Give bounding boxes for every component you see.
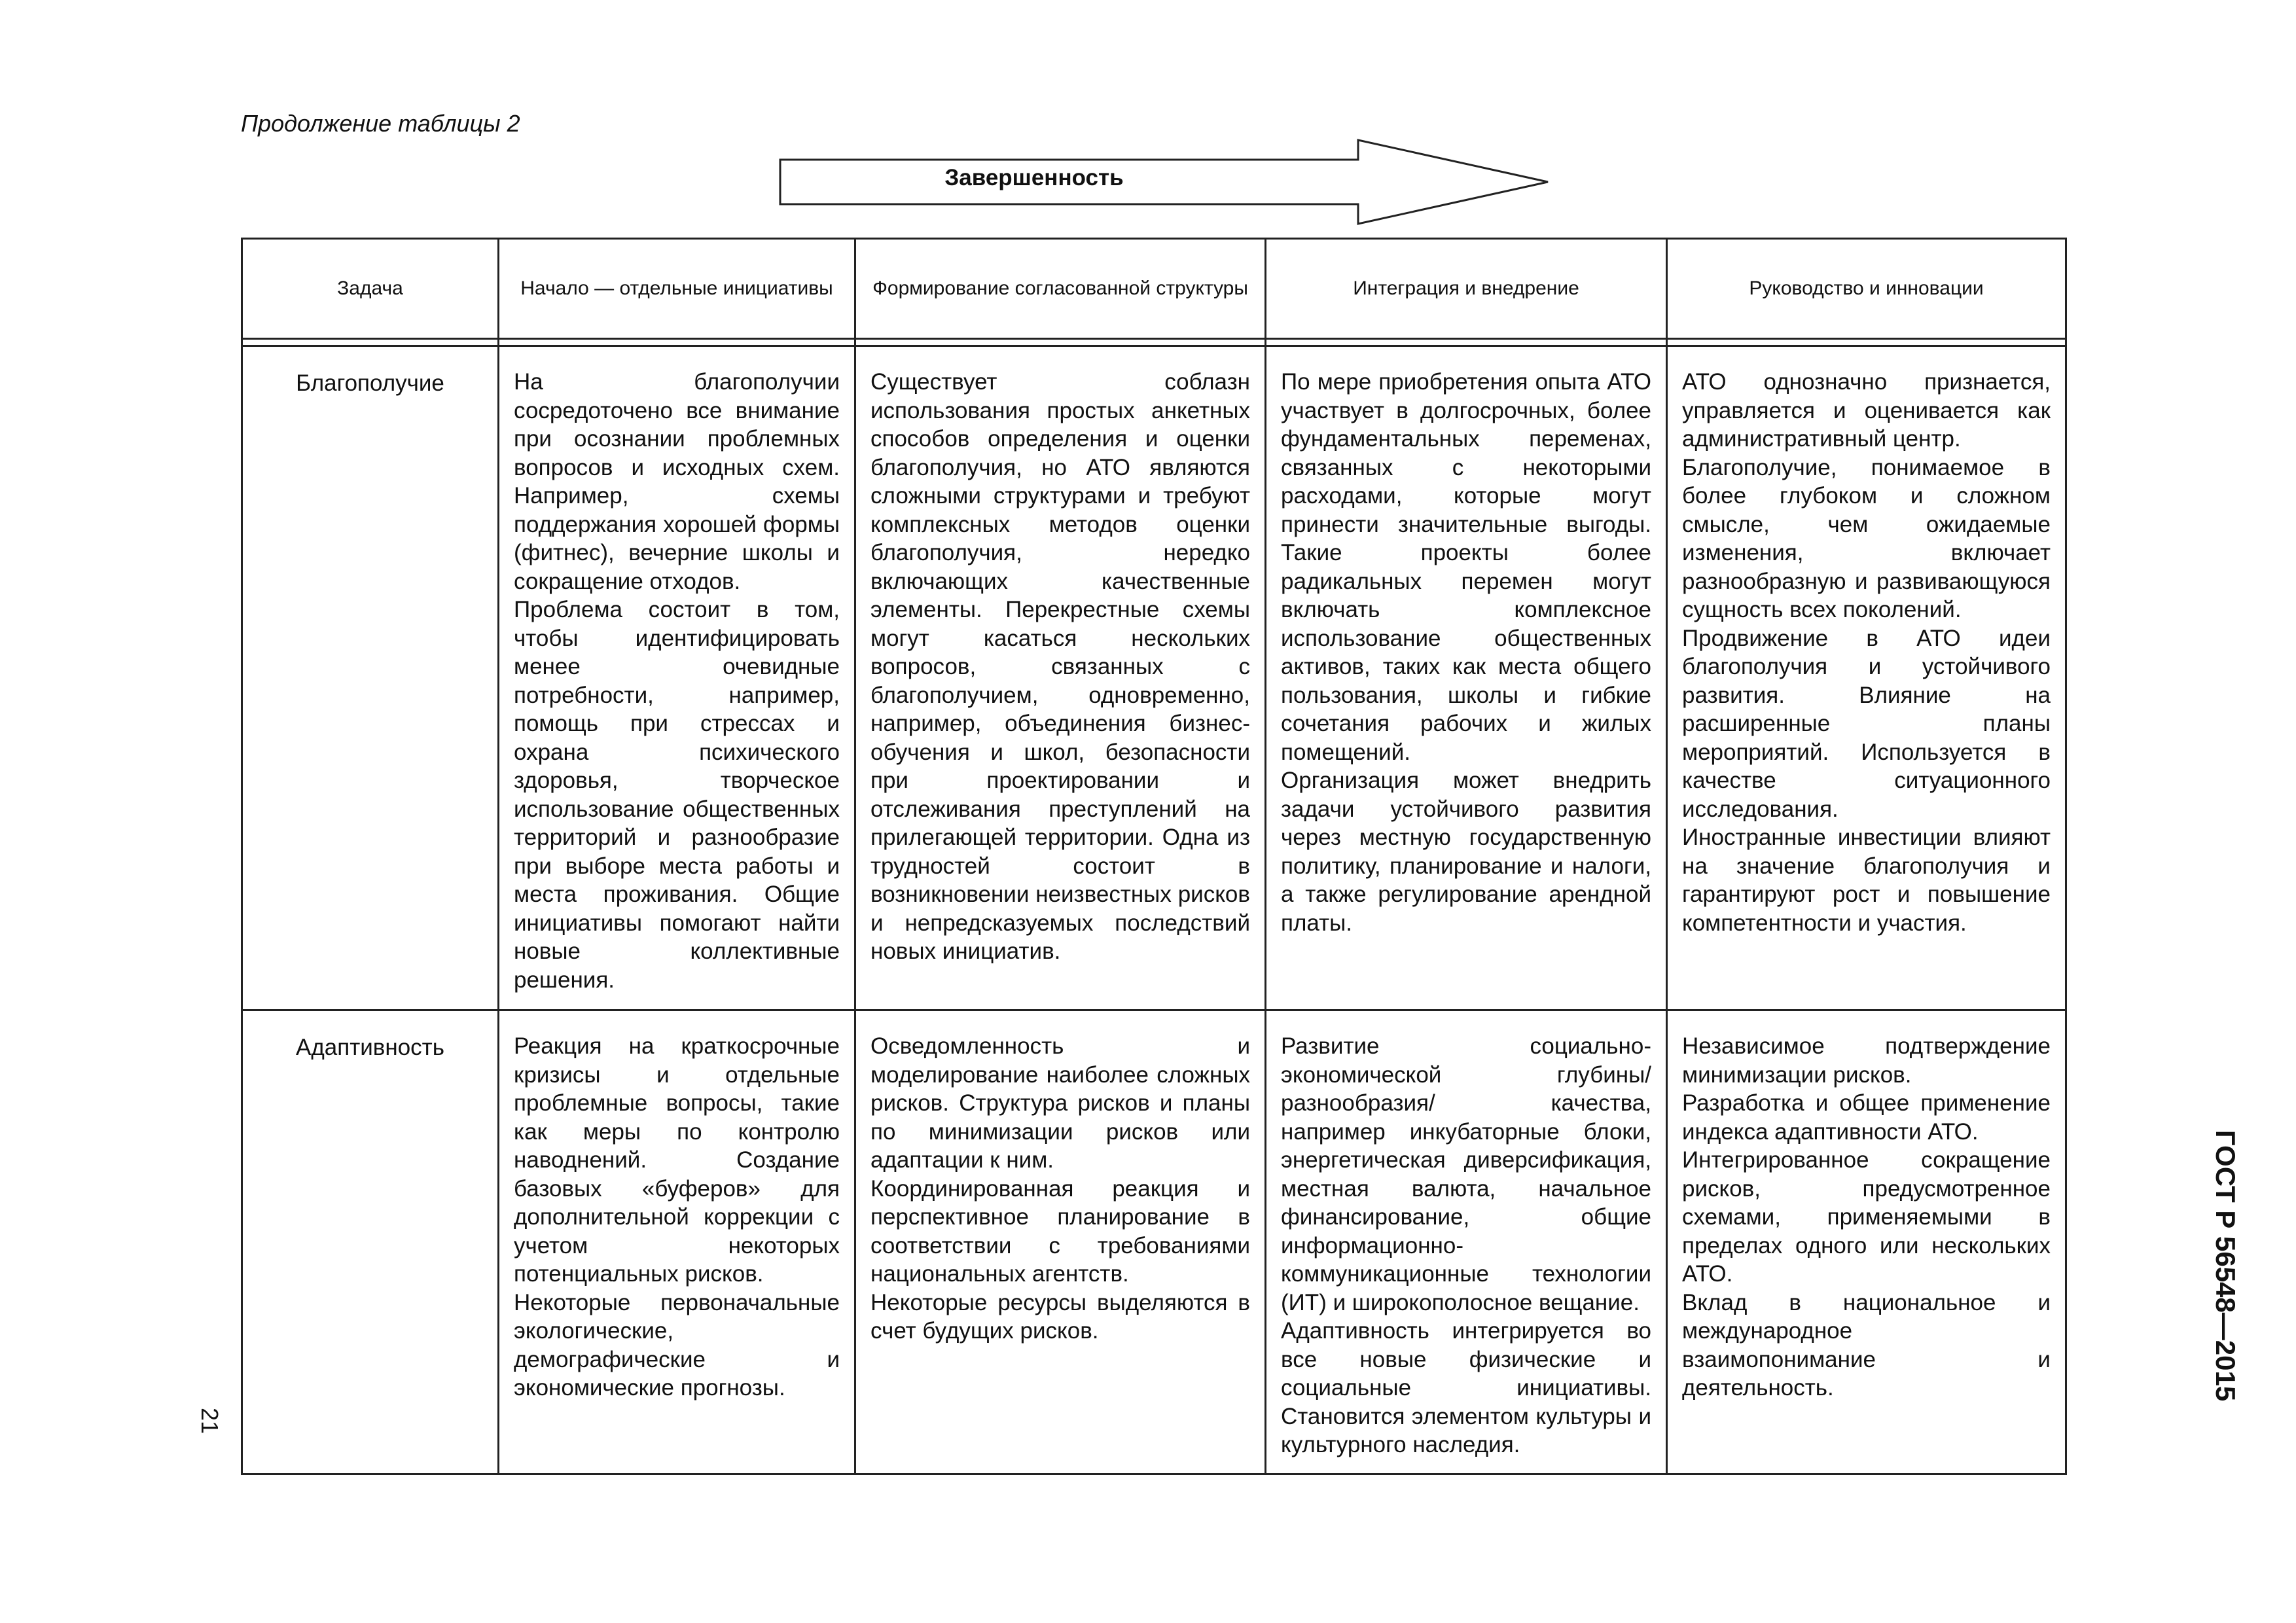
cell-adaptivity-stage3: Развитие социально-экономической глубины/ разнообразия/ качества, например инкубаторные блоки, энергетическая диверсификация, местная валюта, начальное финансирование, общие информационно-коммуникационные технологии (ИТ) и широкополосное вещание. Адаптивность интегрируется во все новые физические и социальные инициативы. Становится элементом культуры и культурного наследия.: [1266, 1010, 1667, 1474]
cell-adaptivity-stage4: Независимое подтверждение минимизации рисков. Разработка и общее применение индекса адаптивности АТО. Интегрированное сокращение рисков, предусмотренное схемами, применяемыми в пределах одного или нескольких АТО. Вклад в национальное и международное взаимопонимание и деятельность.: [1667, 1010, 2066, 1474]
task-wellbeing: Благополучие: [242, 346, 499, 1010]
table-row: [242, 346, 2066, 1010]
table-caption: Продолжение таблицы 2: [241, 110, 520, 137]
header-stage3: Интеграция и внедрение: [1266, 239, 1667, 339]
header-stage2: Формирование согласованной структуры: [855, 239, 1266, 339]
header-task: Задача: [242, 239, 499, 339]
standard-code: ГОСТ Р 56548—2015: [2210, 1130, 2241, 1402]
header-stage1: Начало — отдельные инициативы: [499, 239, 855, 339]
task-adaptivity: Адаптивность: [242, 1010, 499, 1474]
cell-wellbeing-stage4: АТО однозначно признается, управляется и оценивается как административный центр. Благополучие, понимаемое в более глубоком и сложном смысле, чем ожидаемые изменения, включает разнообразную и развивающуюся сущность всех поколений. Продвижение в АТО идеи благополучия и устойчивого развития. Влияние на расширенные планы мероприятий. Используется в качестве ситуационного исследования. Иностранные инвестиции влияют на значение благополучия и гарантируют рост и повышение компетентности и участия.: [1667, 346, 2066, 1010]
header-separator: [242, 339, 2066, 346]
cell-wellbeing-stage1: На благополучии сосредоточено все внимание при осознании проблемных вопросов и исходных схем. Например, схемы поддержания хорошей формы (фитнес), вечерние школы и сокращение отходов. Проблема состоит в том, чтобы идентифицировать менее очевидные потребности, например, помощь при стрессах и охрана психического здоровья, творческое использование общественных территорий и разнообразие при выборе места работы и места проживания. Общие инициативы помогают найти новые коллективные решения.: [499, 346, 855, 1010]
maturity-arrow: [779, 139, 1551, 225]
cell-adaptivity-stage1: Реакция на краткосрочные кризисы и отдельные проблемные вопросы, такие как меры по контролю наводнений. Создание базовых «буферов» для дополнительной коррекции с учетом некоторых потенциальных рисков. Некоторые первоначальные экологические, демографические и экономические прогнозы.: [499, 1010, 855, 1474]
header-stage4: Руководство и инновации: [1667, 239, 2066, 339]
table-row: [242, 1010, 2066, 1474]
table-header-row: [242, 239, 2066, 339]
cell-wellbeing-stage3: По мере приобретения опыта АТО участвует в долгосрочных, более фундаментальных переменах, связанных с некоторыми расходами, которые могут принести значительные выгоды. Такие проекты более радикальных перемен могут включать комплексное использование общественных активов, таких как места общего пользования, школы и гибкие сочетания рабочих и жилых помещений. Организация может внедрить задачи устойчивого развития через местную государственную политику, планирование и налоги, а также регулирование арендной платы.: [1266, 346, 1667, 1010]
page-number: 21: [196, 1407, 224, 1435]
maturity-table: [241, 238, 2067, 1475]
arrow-label: Завершенность: [944, 165, 1124, 190]
cell-wellbeing-stage2: Существует соблазн использования простых анкетных способов определения и оценки благополучия, но АТО являются сложными структурами и требуют комплексных методов оценки благополучия, нередко включающих качественные элементы. Перекрестные схемы могут касаться нескольких вопросов, связанных с благополучием, одновременно, например, объединения бизнес-обучения и школ, безопасности при проектировании и отслеживания преступлений на прилегающей территории. Одна из трудностей состоит в возникновении неизвестных рисков и непредсказуемых последствий новых инициатив.: [855, 346, 1266, 1010]
cell-adaptivity-stage2: Осведомленность и моделирование наиболее сложных рисков. Структура рисков и планы по минимизации рисков или адаптации к ним. Координированная реакция и перспективное планирование в соответствии с требованиями национальных агентств. Некоторые ресурсы выделяются в счет будущих рисков.: [855, 1010, 1266, 1474]
